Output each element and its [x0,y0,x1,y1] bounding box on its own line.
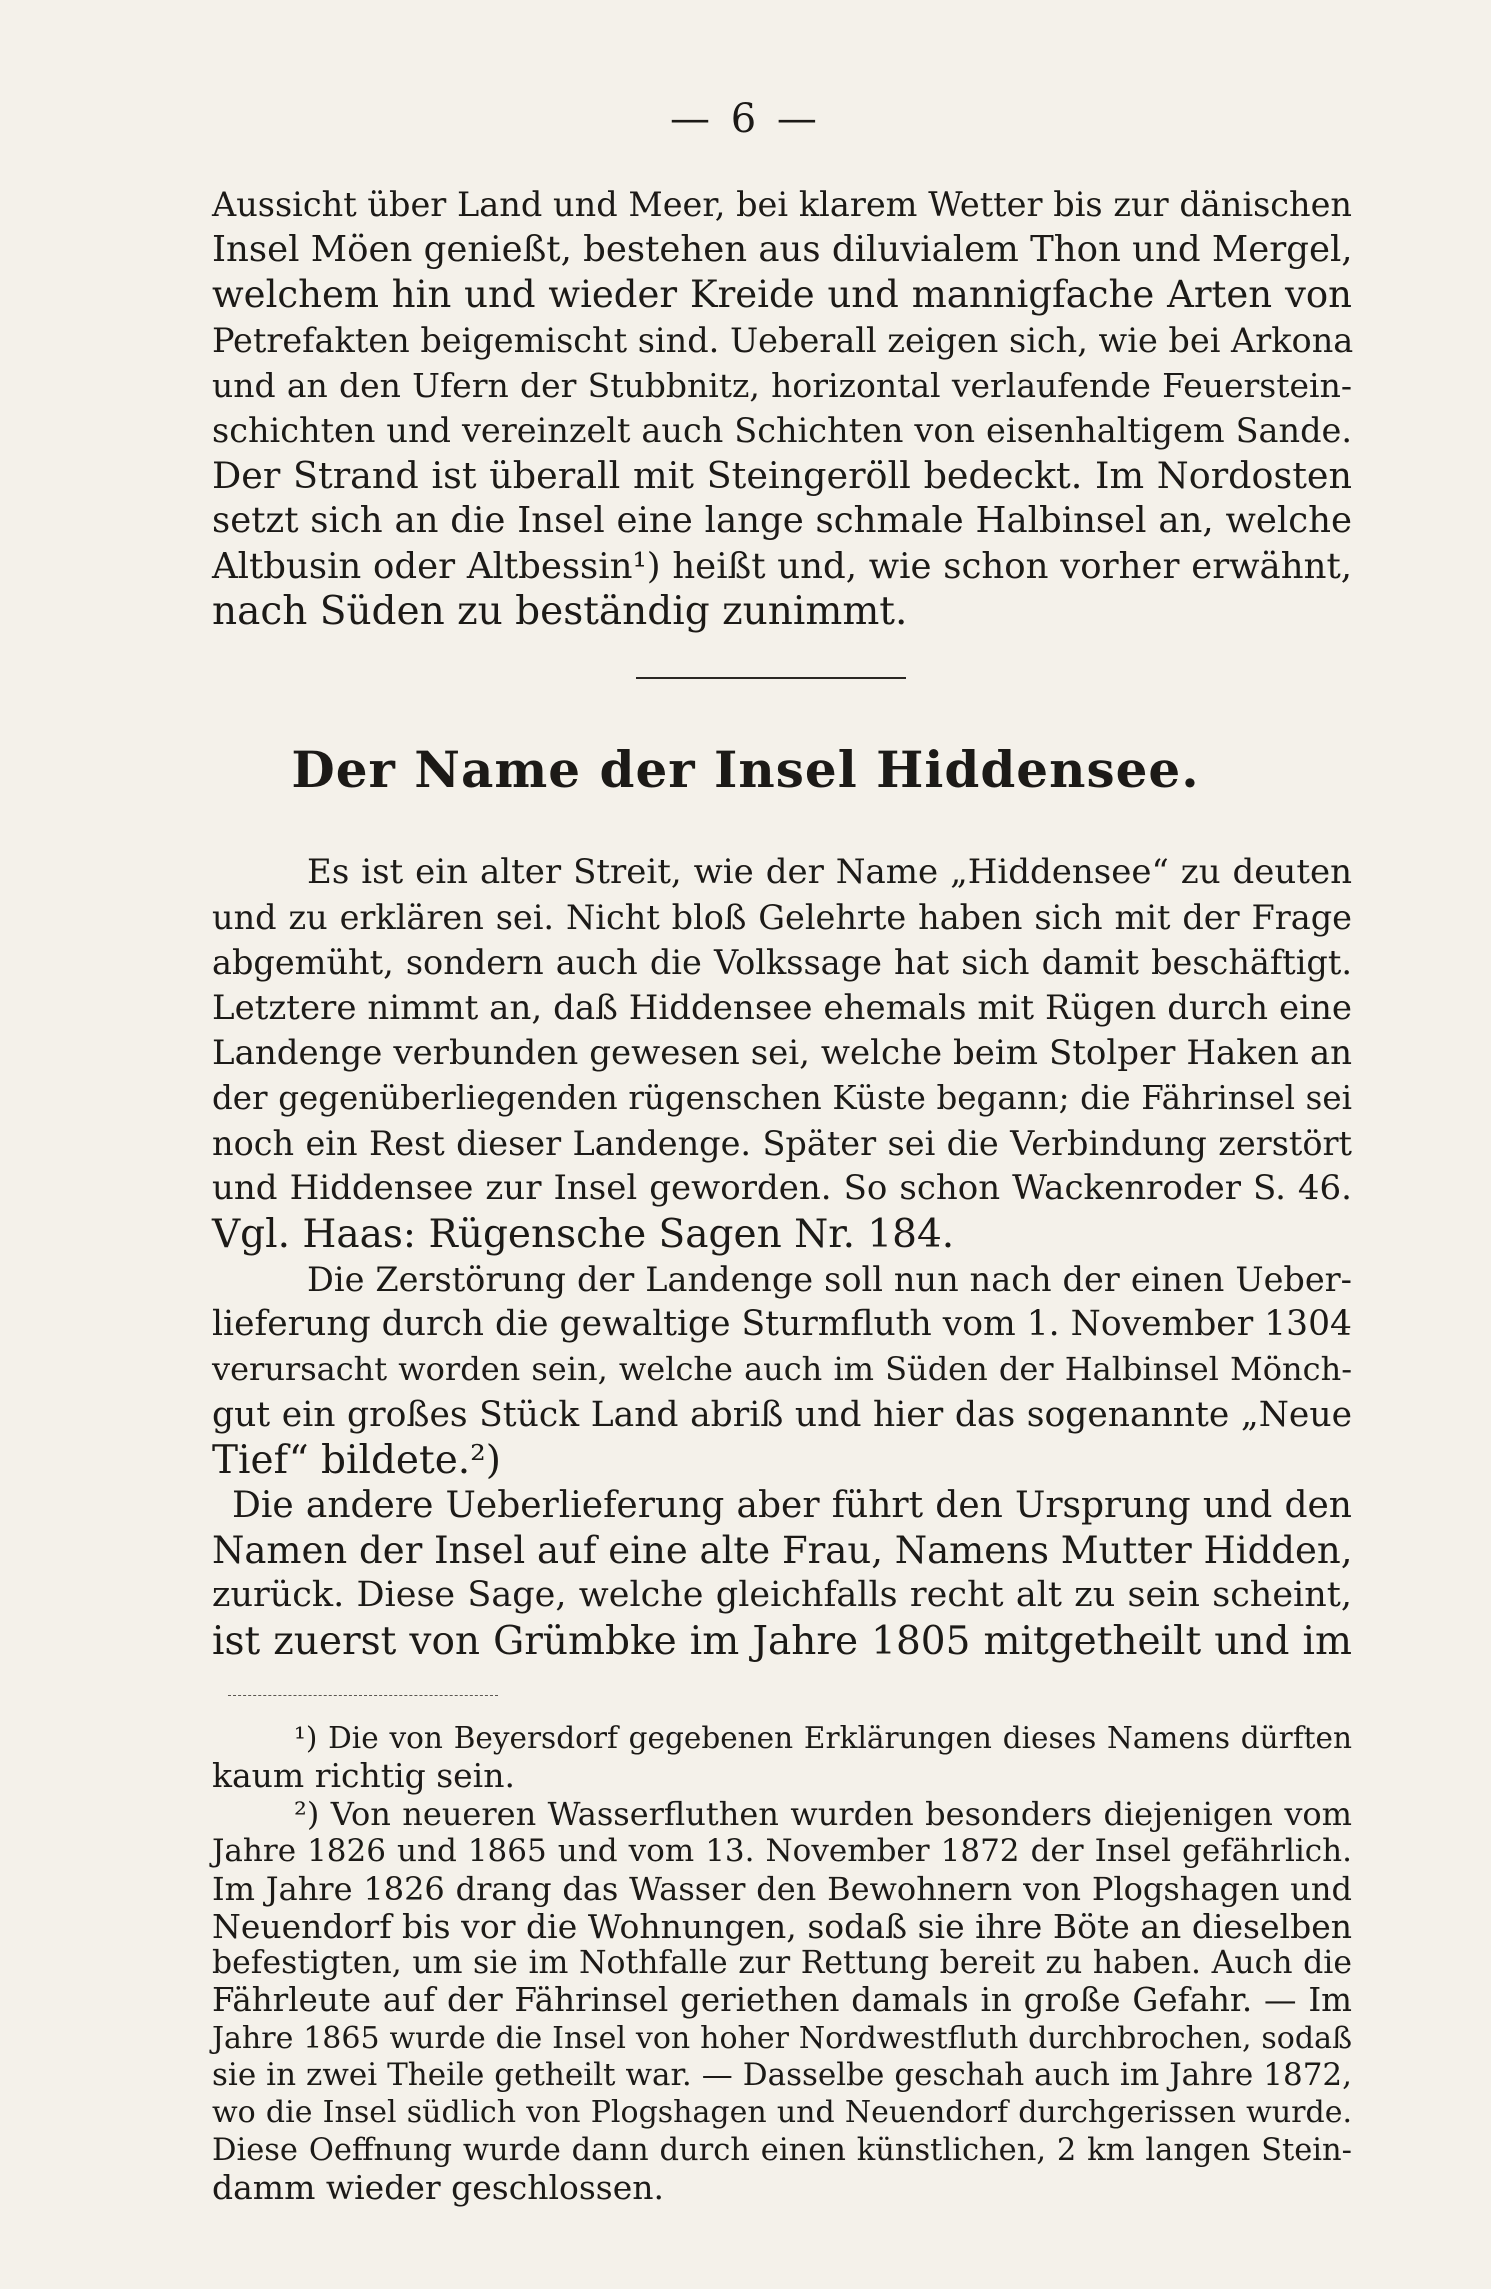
footnote-line: Fährleute auf der Fährinsel geriethen damals in große Gefahr. — Im [212,1981,1352,2020]
footnote-separator [228,1695,498,1696]
text-line: Tief“ bildete.²) [212,1437,502,1483]
footnote-line: kaum richtig sein. [212,1756,515,1796]
text-line: Altbusin oder Altbessin¹) heißt und, wie schon vorher erwähnt, [212,545,1352,587]
text-line: schichten und vereinzelt auch Schichten von eisenhaltigem Sande. [212,410,1352,450]
text-line: zurück. Diese Sage, welche gleichfalls recht alt zu sein scheint, [212,1575,1352,1616]
footnote-line: Diese Oeffnung wurde dann durch einen künstlichen, 2 km langen Stein- [212,2132,1352,2168]
text-line: lieferung durch die gewaltige Sturmfluth vom 1. November 1304 [212,1304,1352,1345]
text-line: verursacht worden sein, welche auch im Süden der Halbinsel Mönch- [212,1350,1352,1389]
text-line: gut ein großes Stück Land abriß und hier das sogenannte „Neue [212,1394,1352,1435]
page-number: — 6 — [670,96,821,142]
text-line: Landenge verbunden gewesen sei, welche beim Stolper Haken an [212,1032,1352,1073]
paragraph-2 [212,850,1352,1257]
footnote-line: Jahre 1865 wurde die Insel von hoher Nordwestfluth durchbrochen, sodaß [212,2020,1352,2056]
footnote-1 [212,1720,1352,1795]
footnote-line: damm wieder geschlossen. [212,2167,665,2207]
text-line: Es ist ein alter Streit, wie der Name „Hiddensee“ zu deuten [307,852,1352,892]
footnote-line: ²) Von neueren Wasserfluthen wurden besonders diejenigen vom [294,1795,1352,1833]
text-line: welchem hin und wieder Kreide und mannigfache Arten von [212,273,1352,317]
footnote-line: Im Jahre 1826 drang das Wasser den Bewohnern von Plogshagen und [212,1869,1352,1908]
text-line: Aussicht über Land und Meer, bei klarem Wetter bis zur dänischen [212,185,1352,224]
text-line: Insel Möen genießt, bestehen aus diluvialem Thon und Mergel, [212,229,1353,271]
text-line: Die andere Ueberlieferung aber führt den Ursprung und den [232,1485,1352,1526]
footnote-line: Jahre 1826 und 1865 und vom 13. November 1872 der Insel gefährlich. [212,1833,1352,1870]
text-line: noch ein Rest dieser Landenge. Später sei die Verbindung zerstört [212,1124,1352,1164]
paragraph-3 [212,1257,1352,1483]
text-line: und Hiddensee zur Insel geworden. So schon Wackenroder S. 46. [212,1168,1352,1209]
footnote-line: Neuendorf bis vor die Wohnungen, sodaß sie ihre Böte an dieselben [212,1906,1352,1946]
text-line: Letztere nimmt an, daß Hiddensee ehemals mit Rügen durch eine [212,987,1352,1028]
paragraph-1 [212,182,1352,634]
footnote-2 [212,1796,1352,2206]
footnote-line: sie in zwei Theile getheilt war. — Dasselbe geschah auch im Jahre 1872, [212,2057,1352,2094]
text-line: Namen der Insel auf eine alte Frau, Namens Mutter Hidden, [212,1529,1353,1573]
text-line: und zu erklären sei. Nicht bloß Gelehrte haben sich mit der Frage [212,898,1352,938]
footnote-line: wo die Insel südlich von Plogshagen und Neuendorf durchgerissen wurde. [212,2095,1352,2131]
text-line: Die Zerstörung der Landenge soll nun nach der einen Ueber- [307,1260,1352,1299]
footnote-line: befestigten, um sie im Nothfalle zur Rettung bereit zu haben. Auch die [212,1945,1352,1982]
text-line: setzt sich an die Insel eine lange schmale Halbinsel an, welche [212,500,1352,542]
text-line: Petrefakten beigemischt sind. Ueberall zeigen sich, wie bei Arkona [212,320,1354,360]
footnote-line: ¹) Die von Beyersdorf gegebenen Erklärungen dieses Namens dürften [294,1721,1352,1755]
text-line: Vgl. Haas: Rügensche Sagen Nr. 184. [212,1211,955,1257]
paragraph-4 [212,1483,1352,1664]
section-divider [636,677,906,679]
section-heading: Der Name der Insel Hiddensee. [291,740,1200,799]
text-line: ist zuerst von Grümbke im Jahre 1805 mitgetheilt und im [212,1618,1352,1664]
text-line: abgemüht, sondern auch die Volkssage hat sich damit beschäftigt. [212,943,1352,983]
text-line: Der Strand ist überall mit Steingeröll bedeckt. Im Nordosten [212,454,1352,498]
text-line: und an den Ufern der Stubbnitz, horizontal verlaufende Feuerstein- [212,365,1352,405]
text-line: der gegenüberliegenden rügenschen Küste begann; die Fährinsel sei [212,1078,1352,1117]
text-line: nach Süden zu beständig zunimmt. [212,588,908,634]
